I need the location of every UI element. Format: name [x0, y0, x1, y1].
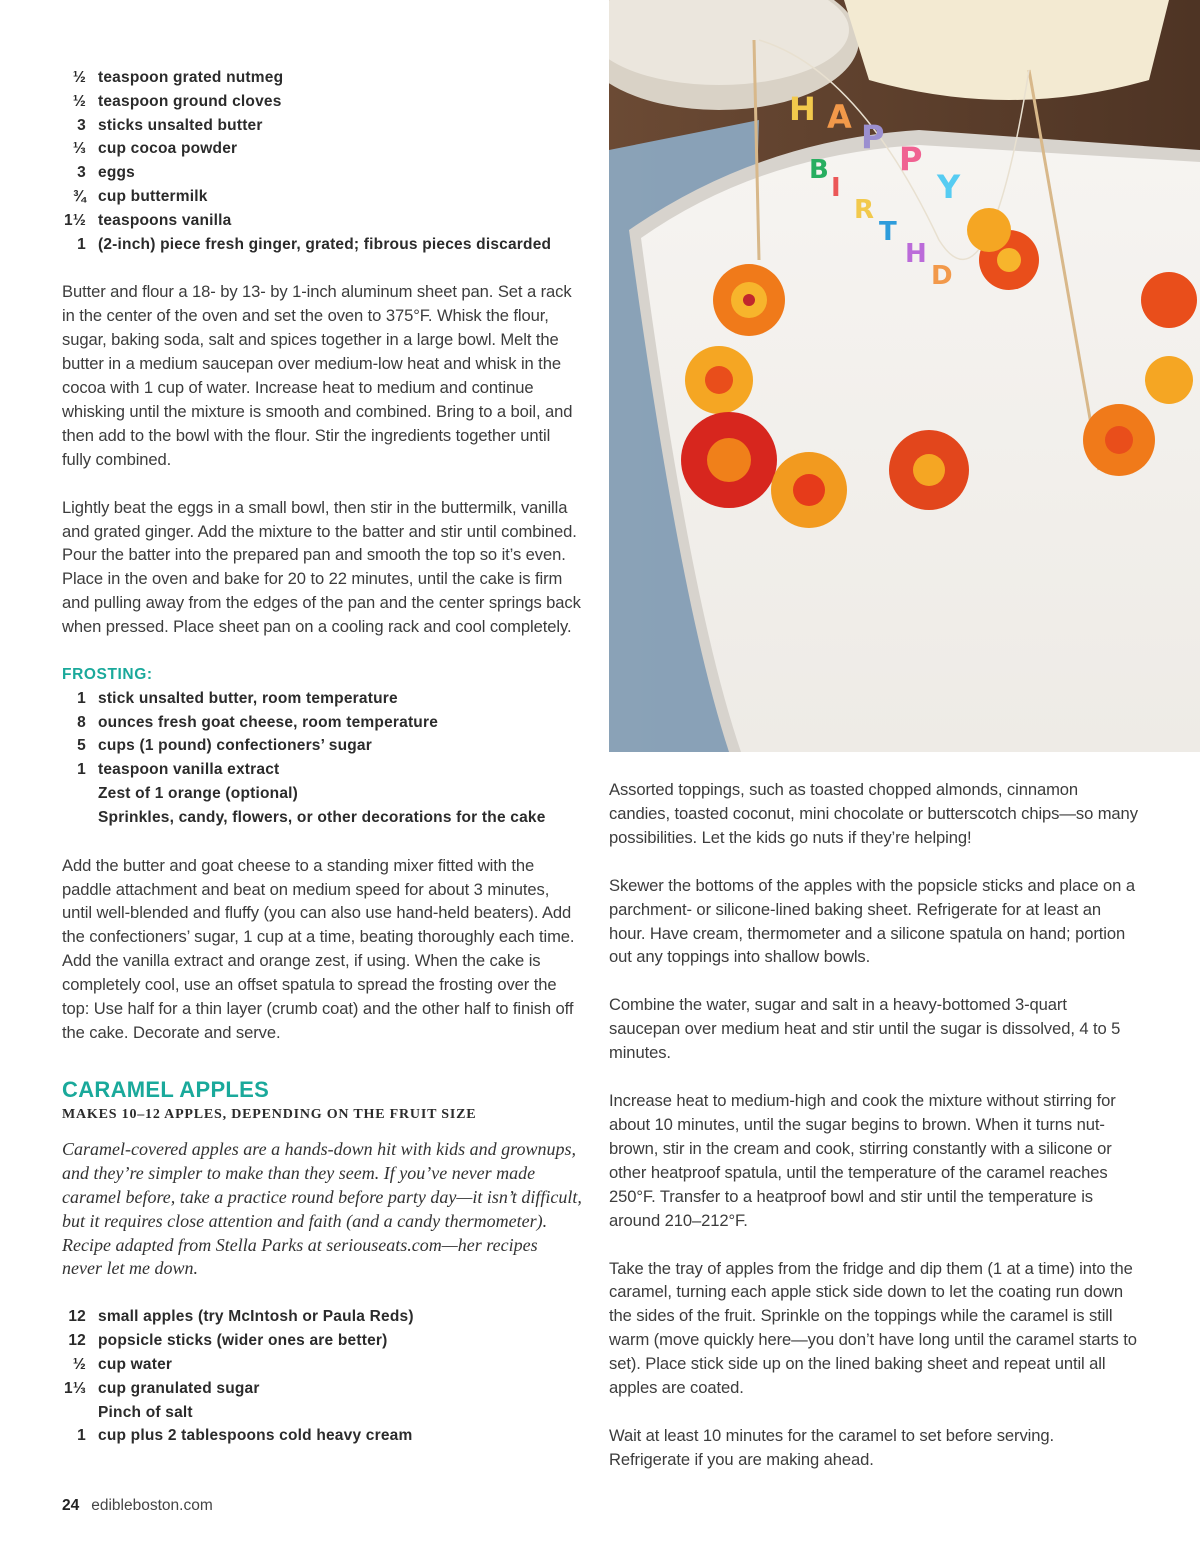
ingredient: ¾ cup buttermilk [72, 187, 208, 205]
ingredient: ⅓ cup cocoa powder [72, 140, 238, 158]
frosting-ingredient-list [62, 687, 582, 830]
caramel-step-6: Wait at least 10 minutes for the caramel to set before serving. Refrigerate if you are making ahead. [609, 1425, 1055, 1469]
caramel-step-4: Increase heat to medium-high and cook the mixture without stirring for about 10 minutes, until the sugar begins to brown. When it turns nut-brown, stir in the cream and cook, stirring constantly with a silicone or other heatproof spatula, until the temperature of the caramel reaches 250°F. Transfer to a heatproof bowl and stir until the temperature is around 210–212°F. [609, 1091, 1116, 1230]
ingredient: 3 sticks unsalted butter [77, 116, 263, 134]
ingredient: 5 cups (1 pound) confectioners’ sugar [77, 737, 372, 755]
cake-ingredient-list [62, 66, 582, 256]
banner-letter: D [931, 261, 953, 291]
ingredient: Zest of 1 orange (optional) [98, 785, 299, 803]
ingredient: 1⅓ cup granulated sugar [64, 1379, 260, 1397]
ingredient: 1½ teaspoons vanilla [64, 211, 232, 229]
right-column [609, 778, 1139, 1472]
ingredient: ½ cup water [72, 1355, 173, 1373]
banner-letter: P [899, 140, 923, 178]
ingredient: Pinch of salt [98, 1403, 193, 1421]
caramel-intro: Caramel-covered apples are a hands-down hit with kids and grownups, and they’re simpler to make than they seem. If you’ve never made caramel before, take a practice round before party day—it isn’t difficult, but it requires close attention and faith (and a candy thermometer). Recipe adapted from Stella Parks at seriouseats.com—her recipes never let me down. [62, 1138, 582, 1279]
cake-illustration [609, 0, 1200, 752]
ingredient: 1 teaspoon vanilla extract [77, 761, 280, 779]
cake-step-2: Lightly beat the eggs in a small bowl, then stir in the buttermilk, vanilla and grated ginger. Add the mixture to the batter and stir until combined. Pour the batter into the prepared pan and smooth the top so it’s even. Place in the oven and bake for 20 to 22 minutes, until the cake is firm and pulling away from the edges of the pan and the center springs back when pressed. Place sheet pan on a cooling rack and cool completely. [62, 497, 581, 637]
page-number: 24 [62, 1497, 80, 1514]
banner-letter: Y [937, 168, 961, 206]
caramel-apples-title: CARAMEL APPLES [62, 1076, 270, 1102]
ingredient: 12 popsicle sticks (wider ones are better) [68, 1332, 388, 1350]
banner-letter: B [809, 155, 829, 185]
frosting-step: Add the butter and goat cheese to a standing mixer fitted with the paddle attachment and beat on medium speed for about 3 minutes, until well-blended and fluffy (you can also use hand-held beaters). Add the confectioners’ sugar, 1 cup at a time, beating thoroughly each time. Add the vanilla extract and orange zest, if using. When the cake is completely cool, use an offset spatula to spread the frosting over the top: Use half for a thin layer (crumb coat) and the other half to finish off the cake. Decorate and serve. [62, 855, 575, 1042]
frosting-heading: FROSTING: [62, 666, 153, 684]
caramel-step-1: Assorted toppings, such as toasted chopped almonds, cinnamon candies, toasted coconut, mini chocolate or butterscotch chips—so many possibilities. Let the kids go nuts if they’re helping! [609, 780, 1138, 847]
caramel-yield: MAKES 10–12 APPLES, DEPENDING ON THE FRUIT SIZE [62, 1106, 477, 1122]
ingredient: 8 ounces fresh goat cheese, room temperature [77, 713, 439, 731]
ingredient: ½ teaspoon ground cloves [72, 92, 282, 110]
bowl [844, 0, 1169, 100]
caramel-step-2: Skewer the bottoms of the apples with the popsicle sticks and place on a parchment- or silicone-lined baking sheet. Refrigerate for at least an hour. Have cream, thermometer and a silicone spatula on hand; portion out any toppings into shallow bowls. [609, 875, 1135, 967]
banner-letter: H [789, 90, 816, 128]
caramel-step-5: Take the tray of apples from the fridge and dip them (1 at a time) into the caramel, turning each apple stick side down to let the coating run down the sides of the fruit. Sprinkle on the toppings while the caramel is still warm (move quickly here—you don’t have long until the caramel starts to set). Place stick side up on the lined baking sheet and repeat until all apples are coated. [609, 1258, 1137, 1398]
left-column [62, 66, 582, 1448]
footer-site-link[interactable]: edibleboston.com [91, 1497, 213, 1514]
banner-letter: I [831, 173, 841, 203]
ingredient: 3 eggs [77, 164, 135, 182]
cake-photo [609, 0, 1200, 752]
banner-letter: H [905, 239, 927, 269]
page-footer [62, 1497, 213, 1515]
banner-letter: A [827, 98, 852, 136]
ingredient: 1 (2-inch) piece fresh ginger, grated; fibrous pieces discarded [77, 235, 552, 253]
ingredient: 1 stick unsalted butter, room temperature [77, 689, 398, 707]
ingredient: ½ teaspoon grated nutmeg [72, 69, 284, 86]
ingredient: Sprinkles, candy, flowers, or other decorations for the cake [98, 808, 546, 826]
caramel-ingredient-list [62, 1305, 582, 1448]
caramel-step-3: Combine the water, sugar and salt in a heavy-bottomed 3-quart saucepan over medium heat and stir until the sugar is dissolved, 4 to 5 minutes. [609, 995, 1121, 1063]
ingredient: 1 cup plus 2 tablespoons cold heavy cream [77, 1427, 413, 1445]
banner-letter: P [861, 118, 885, 156]
ingredient: 12 small apples (try McIntosh or Paula Reds) [68, 1308, 414, 1326]
cake-step-1: Butter and flour a 18- by 13- by 1-inch aluminum sheet pan. Set a rack in the center of the oven and set the oven to 375°F. Whisk the flour, sugar, baking soda, salt and spices together in a large bowl. Melt the butter in a medium saucepan over medium-low heat and whisk in the cocoa with 1 cup of water. Increase heat to medium and continue whisking until the mixture is smooth and combined. Bring to a boil, and then add to the bowl with the flour. Stir the ingredients together until fully combined. [62, 282, 573, 469]
banner-letter: T [879, 217, 897, 247]
banner-letter: R [854, 195, 875, 225]
